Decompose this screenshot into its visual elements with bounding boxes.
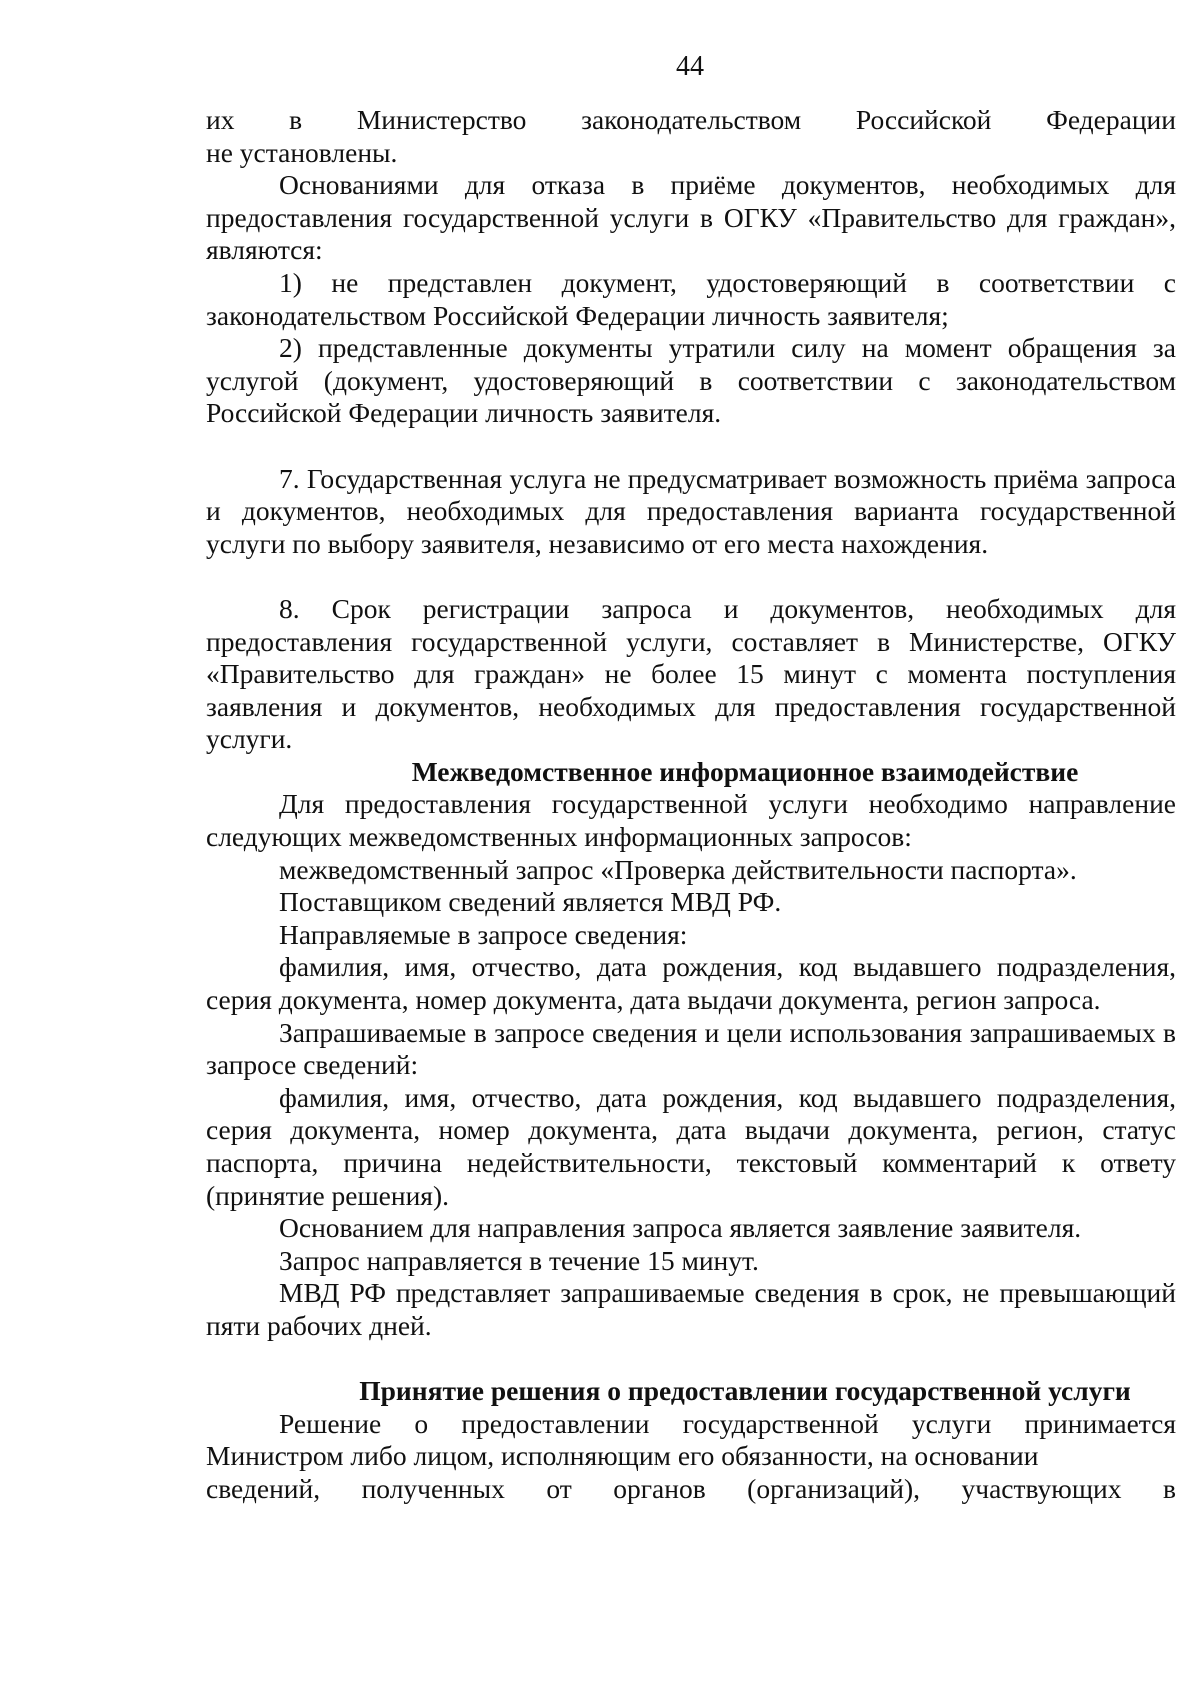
decision-last-line bbox=[206, 1473, 1176, 1506]
word: полученных bbox=[361, 1472, 505, 1504]
word: органов bbox=[613, 1472, 706, 1504]
page-number: 44 bbox=[676, 51, 704, 82]
refusal-item: 2) представленные документы утратили силу на момент обращения за услугой (документ, удостоверяющий в соответствии с законодательством Российской Федерации личность заявителя. bbox=[206, 332, 1176, 429]
word: их bbox=[206, 104, 235, 135]
spacer bbox=[206, 1343, 1176, 1376]
interagency-paragraph: Основанием для направления запроса является заявление заявителя. bbox=[279, 1212, 1082, 1244]
interagency-paragraph: фамилия, имя, отчество, дата рождения, код выдавшего подразделения, серия документа, номер документа, дата выдачи документа, регион, статус паспорта, причина недействительности, текстовый комментарий к ответу (принятие решения). bbox=[206, 1081, 1176, 1211]
interagency-paragraph: Поставщиком сведений является МВД РФ. bbox=[279, 886, 782, 918]
word: законодательством bbox=[581, 104, 802, 135]
interagency-heading: Межведомственное информационное взаимодействие bbox=[411, 755, 1079, 787]
interagency-paragraph: Направляемые в запросе сведения: bbox=[279, 918, 688, 950]
interagency-paragraph: Запрашиваемые в запросе сведения и цели использования запрашиваемых в запросе сведений: bbox=[206, 1016, 1176, 1081]
decision-heading: Принятие решения о предоставлении государственной услуги bbox=[359, 1375, 1131, 1407]
interagency-paragraph: фамилия, имя, отчество, дата рождения, код выдавшего подразделения, серия документа, номер документа, дата выдачи документа, регион запроса. bbox=[206, 951, 1176, 1016]
interagency-paragraph: Запрос направляется в течение 15 минут. bbox=[279, 1244, 759, 1276]
continuation-end: не установлены. bbox=[206, 136, 398, 168]
word: Российской bbox=[855, 104, 992, 135]
page-body bbox=[206, 104, 1176, 1506]
point-8: 8. Срок регистрации запроса и документов, необходимых для предоставления государственной услуги, составляет в Министерстве, ОГКУ «Правительство для граждан» не более 15 минут с момента поступления заявления и документов, необходимых для предоставления государственной услуги. bbox=[206, 592, 1176, 755]
word: Федерации bbox=[1046, 104, 1176, 135]
word: в bbox=[1162, 1472, 1176, 1504]
interagency-paragraph: МВД РФ представляет запрашиваемые сведения в срок, не превышающий пяти рабочих дней. bbox=[206, 1277, 1176, 1341]
word: участвующих bbox=[961, 1472, 1122, 1504]
continuation-line bbox=[206, 104, 1176, 137]
point-7: 7. Государственная услуга не предусматривает возможность приёма запроса и документов, необходимых для предоставления варианта государственной услуги по выбору заявителя, независимо от его места нахождения. bbox=[206, 462, 1176, 559]
word: в bbox=[289, 104, 303, 135]
decision-intro: Решение о предоставлении государственной услуги принимается Министром либо лицом, исполняющим его обязанности, на основании bbox=[206, 1407, 1176, 1472]
refusal-intro: Основаниями для отказа в приёме документов, необходимых для предоставления государственной услуги в ОГКУ «Правительство для граждан», являются: bbox=[206, 169, 1176, 266]
refusal-item: 1) не представлен документ, удостоверяющий в соответствии с законодательством Российской Федерации личность заявителя; bbox=[206, 266, 1176, 331]
word: от bbox=[546, 1472, 572, 1504]
interagency-paragraph: Для предоставления государственной услуги необходимо направление следующих межведомственных информационных запросов: bbox=[206, 788, 1176, 853]
word: (организаций), bbox=[747, 1472, 921, 1504]
word: Министерство bbox=[356, 104, 527, 135]
word: сведений, bbox=[206, 1472, 321, 1504]
spacer bbox=[206, 560, 1176, 593]
spacer bbox=[206, 430, 1176, 463]
interagency-paragraph: межведомственный запрос «Проверка действительности паспорта». bbox=[279, 853, 1077, 885]
